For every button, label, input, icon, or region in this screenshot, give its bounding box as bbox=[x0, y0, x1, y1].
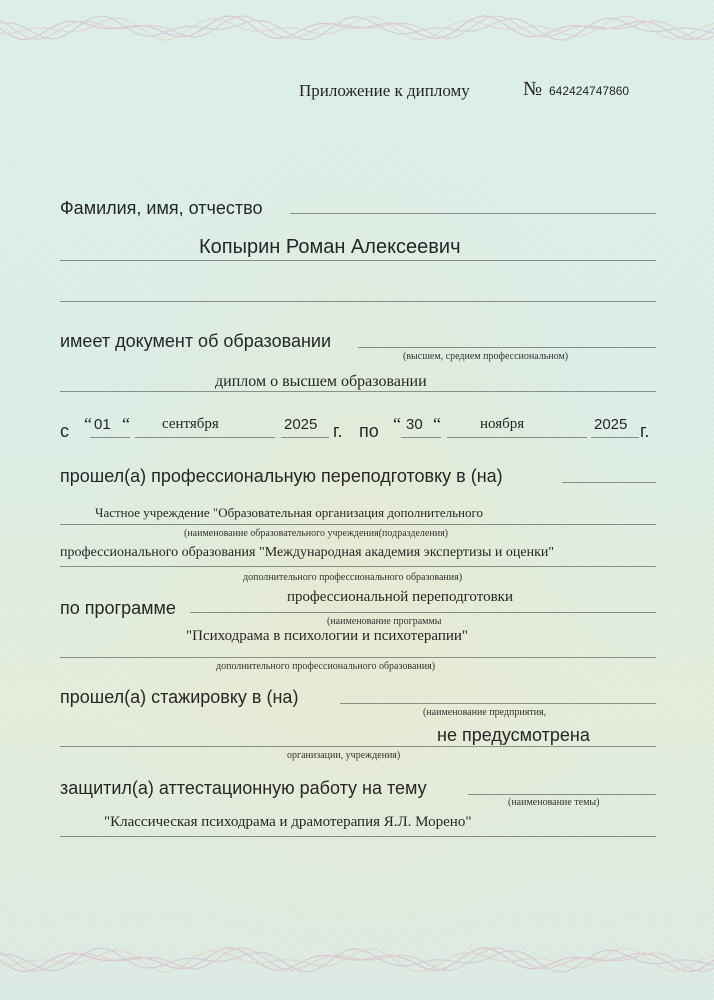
internship-label: прошел(а) стажировку в (на) bbox=[60, 687, 299, 707]
fio-line-2 bbox=[60, 260, 656, 261]
decorative-border-bottom bbox=[0, 940, 714, 980]
retraining-label: прошел(а) профессиональную переподготовку в (на) bbox=[60, 466, 503, 486]
document-hint: (высшем, средием профессиональном) bbox=[403, 351, 569, 362]
number-sign: № bbox=[523, 78, 543, 100]
quote-close-2: “ bbox=[433, 414, 441, 434]
date-to-day-line bbox=[401, 437, 441, 438]
date-to-month-line bbox=[447, 437, 587, 438]
date-to-day: 30 bbox=[406, 416, 423, 433]
date-to-year-line bbox=[591, 437, 639, 438]
diploma-number: 642424747860 bbox=[549, 84, 630, 98]
document-value: диплом о высшем образовании bbox=[215, 373, 427, 390]
internship-line-1 bbox=[340, 703, 656, 704]
program-label: по программе bbox=[60, 598, 176, 618]
document-label: имеет документ об образовании bbox=[60, 331, 332, 351]
retraining-org-line-1-rule bbox=[60, 524, 656, 525]
program-hint-1: (наименование программы bbox=[327, 616, 442, 627]
program-type-line bbox=[190, 612, 656, 613]
date-to-month: ноября bbox=[480, 416, 525, 432]
thesis-line-1 bbox=[468, 794, 656, 795]
retraining-line bbox=[562, 482, 656, 483]
retraining-org-line-2-rule bbox=[60, 566, 656, 567]
fio-line-1 bbox=[290, 213, 656, 214]
decorative-border-top bbox=[0, 8, 714, 48]
document-line-1 bbox=[358, 347, 656, 348]
date-from-year-line bbox=[281, 437, 329, 438]
quote-open-2: “ bbox=[393, 414, 401, 434]
retraining-hint-1: (наименование образовательного учреждения(подразделения) bbox=[184, 528, 448, 539]
date-from-day-line bbox=[90, 437, 130, 438]
quote-close-1: “ bbox=[122, 414, 130, 434]
retraining-hint-2: дополнительного профессионального образования) bbox=[243, 572, 463, 583]
date-from-day: 01 bbox=[94, 416, 111, 433]
year-suffix-1: г. bbox=[333, 421, 343, 441]
internship-line-2 bbox=[60, 746, 656, 747]
document-line-2 bbox=[60, 391, 656, 392]
thesis-label: защитил(а) аттестационную работу на тему bbox=[60, 778, 427, 798]
header-title: Приложение к дипломy bbox=[299, 81, 470, 100]
internship-value: не предусмотрена bbox=[437, 725, 590, 745]
year-suffix-2: г. bbox=[640, 421, 650, 441]
retraining-org-line-1: Частное учреждение "Образовательная организация дополнительного bbox=[95, 505, 483, 520]
fio-label: Фамилия, имя, отчество bbox=[60, 198, 263, 218]
date-to-year: 2025 bbox=[594, 416, 628, 433]
thesis-line-2 bbox=[60, 836, 656, 837]
fio-value: Копырин Роман Алексеевич bbox=[199, 236, 461, 258]
date-to-prefix: по bbox=[359, 421, 379, 441]
retraining-org-line-2: профессионального образования "Международная академия экспертизы и оценки" bbox=[60, 545, 555, 560]
date-from-year: 2025 bbox=[284, 416, 318, 433]
program-type: профессиональной переподготовки bbox=[287, 589, 513, 605]
date-from-prefix: с bbox=[60, 421, 69, 441]
thesis-value: "Классическая психодрама и драмотерапия Я.Л. Морено" bbox=[104, 814, 472, 830]
program-name: "Психодрама в психологии и психотерапии" bbox=[186, 628, 469, 644]
internship-hint-1: (наименование предприятия, bbox=[423, 707, 547, 718]
date-from-month-line bbox=[135, 437, 275, 438]
date-from-month: сентября bbox=[162, 416, 219, 432]
program-name-line bbox=[60, 657, 656, 658]
quote-open-1: “ bbox=[84, 414, 92, 434]
thesis-hint: (наименование темы) bbox=[508, 797, 600, 808]
program-hint-2: дополнительного профессионального образования) bbox=[216, 661, 436, 672]
fio-line-3 bbox=[60, 301, 656, 302]
internship-hint-2: организации, учреждения) bbox=[287, 750, 401, 761]
